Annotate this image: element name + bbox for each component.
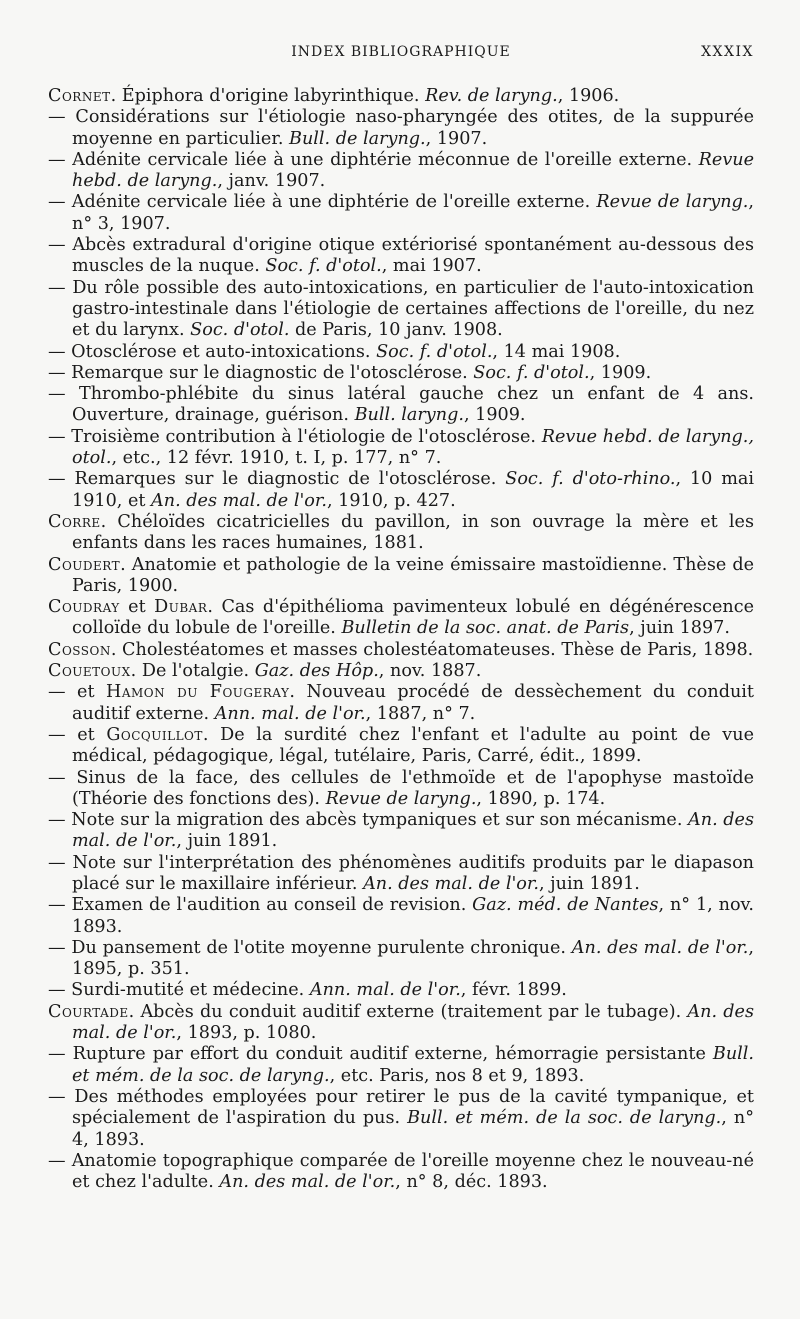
journal-title: An. des mal. de l'or.	[151, 490, 327, 511]
bibliography-entry	[48, 192, 754, 235]
entry-text: , juin 1891.	[176, 831, 278, 852]
entry-text: , 1893, p. 1080.	[176, 1023, 317, 1044]
journal-title: Soc. f. d'otol.	[473, 362, 590, 383]
header-title: INDEX BIBLIOGRAPHIQUE	[291, 44, 511, 60]
journal-title: Ann. mal. de l'or.	[214, 703, 366, 724]
entry-text: , n° 8, déc. 1893.	[395, 1172, 548, 1193]
journal-title: Revue hebd. de laryng.	[72, 149, 754, 192]
bibliography-entry	[48, 107, 754, 150]
entry-text: — Considérations sur l'étiologie naso-pharyngée des otites, de la suppurée moyenne en particulier.	[48, 107, 754, 149]
journal-title: An. des mal. de l'or.	[72, 1001, 754, 1044]
entry-text: , 1910, p. 427.	[326, 490, 456, 511]
entry-text: — Du pansement de l'otite moyenne purulente chronique.	[48, 937, 572, 958]
entry-text: , etc. Paris, nos 8 et 9, 1893.	[329, 1065, 585, 1086]
entry-text: . De la surdité chez l'enfant et l'adulte au point de vue médical, pédagogique, légal, tutélaire, Paris, Carré, édit., 1899.	[72, 724, 754, 767]
entry-text: — Thrombo-phlébite du sinus latéral gauche chez un enfant de 4 ans. Ouverture, drainage, guérison.	[48, 384, 754, 426]
author-name: Corre	[48, 511, 101, 532]
bibliography-entry	[48, 86, 754, 107]
author-name: Dubar	[154, 597, 208, 618]
journal-title: An. des mal. de l'or.	[363, 873, 539, 894]
entry-text: — Remarque sur le diagnostic de l'otosclérose.	[48, 362, 474, 383]
journal-title: Gaz. méd. de Nantes	[472, 895, 659, 916]
bibliography-entry	[48, 1002, 754, 1045]
bibliography-entry	[48, 235, 754, 278]
bibliography-entry	[48, 810, 754, 853]
journal-title: Gaz. des Hôp.	[254, 661, 379, 682]
journal-title: Bull. laryng.	[354, 405, 464, 426]
entry-text: , nov. 1887.	[378, 661, 482, 682]
entry-text: — et	[48, 682, 106, 703]
entry-text: , 14 mai 1908.	[492, 341, 621, 362]
bibliography-entry	[48, 768, 754, 811]
entry-text: et	[119, 597, 155, 618]
entry-text: . Chéloïdes cicatricielles du pavillon, in son ouvrage la mère et les enfants dans les races humaines, 1881.	[72, 511, 754, 554]
entry-text: — Rupture par effort du conduit auditif externe, hémorragie persistante	[48, 1044, 713, 1065]
entry-text: . Cholestéatomes et masses cholestéatomateuses. Thèse de Paris, 1898.	[110, 639, 754, 660]
entry-text: — Sinus de la face, des cellules de l'ethmoïde et de l'apophyse mastoïde (Théorie des fonctions des).	[48, 767, 754, 809]
journal-title: An. des mal. de l'or.	[72, 810, 754, 852]
bibliography-entry	[48, 895, 754, 938]
journal-title: Rev. de laryng.	[425, 86, 558, 106]
entry-text: . Nouveau procédé de dessèchement du conduit auditif externe.	[72, 682, 754, 724]
entry-text: , 1907.	[425, 128, 488, 149]
entry-text: . De l'otalgie.	[130, 661, 255, 682]
author-name: Hamon du Fougeray	[105, 682, 290, 703]
entry-text: — Des méthodes employées pour retirer le pus de la cavité tympanique, et spécialement de l'aspiration du pus.	[48, 1086, 754, 1129]
bibliography-entry	[48, 1044, 754, 1087]
journal-title: Ann. mal. de l'or.	[309, 980, 461, 1001]
entry-text: , juin 1891.	[538, 873, 640, 894]
journal-title: Revue de laryng.	[325, 788, 477, 809]
bibliography-entry	[48, 342, 754, 363]
journal-title: Bull. et mém. de la soc. de laryng.	[407, 1108, 722, 1129]
bibliography-entry	[48, 1087, 754, 1151]
entry-text: , etc., 12 févr. 1910, t. I, p. 177, n° 7.	[111, 448, 442, 469]
author-name: Gocquillot	[106, 724, 203, 745]
journal-title: An. des mal. de l'or.	[219, 1172, 396, 1193]
author-name: Courtade	[48, 1001, 129, 1022]
entry-text: . Cas d'épithélioma pavimenteux lobulé en dégénérescence colloïde du lobule de l'oreille.	[72, 597, 754, 639]
entry-text: , mai 1907.	[381, 256, 482, 277]
entry-text: . Anatomie et pathologie de la veine émissaire mastoïdienne. Thèse de Paris, 1900.	[72, 554, 754, 596]
entry-text: — Surdi-mutité et médecine.	[48, 980, 310, 1001]
page-number: XXXIX	[701, 44, 754, 60]
running-header	[48, 40, 754, 68]
bibliography-entry	[48, 555, 754, 598]
bibliography-entry	[48, 278, 754, 342]
entry-text: — et	[48, 724, 107, 745]
bibliography-entry	[48, 384, 754, 427]
bibliography-entry	[48, 597, 754, 640]
entry-text: , 1887, n° 7.	[365, 703, 476, 724]
bibliography-entry	[48, 150, 754, 193]
journal-title: Soc. f. d'otol.	[265, 256, 382, 277]
bibliography-entry	[48, 938, 754, 981]
entry-text: — Note sur la migration des abcès tympaniques et sur son mécanisme.	[48, 810, 689, 831]
bibliography-entry	[48, 661, 754, 682]
entry-text: . Épiphora d'origine labyrinthique.	[110, 86, 426, 106]
entry-text: — Abcès extradural d'origine otique extériorisé spontanément au-dessous des muscles de la nuque.	[48, 235, 754, 277]
bibliography-entry	[48, 640, 754, 661]
entry-text: , 1909.	[589, 362, 652, 383]
bibliography-entry	[48, 682, 754, 725]
bibliography-entry	[48, 363, 754, 384]
bibliography-entry	[48, 980, 754, 1001]
entry-text: — Remarques sur le diagnostic de l'otosclérose.	[48, 469, 506, 490]
entry-text: , n° 3, 1907.	[72, 192, 754, 234]
bibliography-entry	[48, 725, 754, 768]
journal-title: Bull. de laryng.	[289, 128, 426, 149]
author-name: Coudert	[48, 554, 121, 575]
bibliography-entry	[48, 853, 754, 896]
journal-title: Revue hebd. de laryng., otol.	[72, 426, 754, 469]
entry-text: , juin 1897.	[629, 618, 730, 639]
entry-text: , 10 mai 1910, et	[72, 469, 754, 511]
journal-title: An. des mal. de l'or.	[571, 937, 749, 958]
entry-text: . Abcès du conduit auditif externe (traitement par le tubage).	[128, 1001, 688, 1022]
journal-title: Soc. f. d'otol.	[376, 341, 493, 362]
entry-text: , janv. 1907.	[217, 171, 326, 192]
journal-title: Soc. f. d'oto-rhino.	[505, 469, 676, 490]
bibliography-entry	[48, 469, 754, 512]
entry-text: de Paris, 10 janv. 1908.	[289, 320, 503, 341]
entry-text: — Adénite cervicale liée à une diphtérie méconnue de l'oreille externe.	[48, 149, 699, 170]
entry-text: — Troisième contribution à l'étiologie de l'otosclérose.	[48, 426, 542, 447]
journal-title: Revue de laryng.	[596, 192, 749, 213]
entry-text: , 1906.	[557, 86, 620, 106]
entry-text: — Note sur l'interprétation des phénomènes auditifs produits par le diapason placé sur le maxillaire inférieur.	[48, 852, 754, 894]
entry-text: — Anatomie topographique comparée de l'oreille moyenne chez le nouveau-né et chez l'adulte.	[48, 1150, 754, 1193]
author-name: Cornet	[48, 86, 111, 106]
bibliography-entry	[48, 1151, 754, 1194]
author-name: Cosson	[48, 639, 111, 660]
entry-text: , n° 4, 1893.	[72, 1108, 754, 1150]
journal-title: Soc. d'otol.	[190, 320, 290, 341]
entry-text: , 1895, p. 351.	[72, 937, 754, 980]
entry-text: , 1909.	[463, 405, 526, 426]
entry-text: — Adénite cervicale liée à une diphtérie de l'oreille externe.	[48, 192, 597, 213]
entry-text: — Otosclérose et auto-intoxications.	[48, 341, 377, 362]
author-name: Couetoux	[48, 661, 131, 682]
entry-text: — Du rôle possible des auto-intoxications, en particulier de l'auto-intoxication gastro-intestinale dans l'étiologie de certaines affections de l'oreille, du nez et du larynx.	[48, 277, 754, 341]
bibliography-entry	[48, 512, 754, 555]
entry-text: , n° 1, nov. 1893.	[72, 895, 754, 937]
bibliography-list	[48, 86, 754, 1193]
bibliography-entry	[48, 427, 754, 470]
entry-text: — Examen de l'audition au conseil de revision.	[48, 895, 473, 916]
journal-title: Bulletin de la soc. anat. de Paris	[341, 618, 630, 639]
entry-text: , févr. 1899.	[460, 980, 567, 1001]
journal-title: Bull. et mém. de la soc. de laryng.	[72, 1044, 754, 1086]
author-name: Coudray	[48, 597, 120, 618]
entry-text: , 1890, p. 174.	[476, 788, 606, 809]
